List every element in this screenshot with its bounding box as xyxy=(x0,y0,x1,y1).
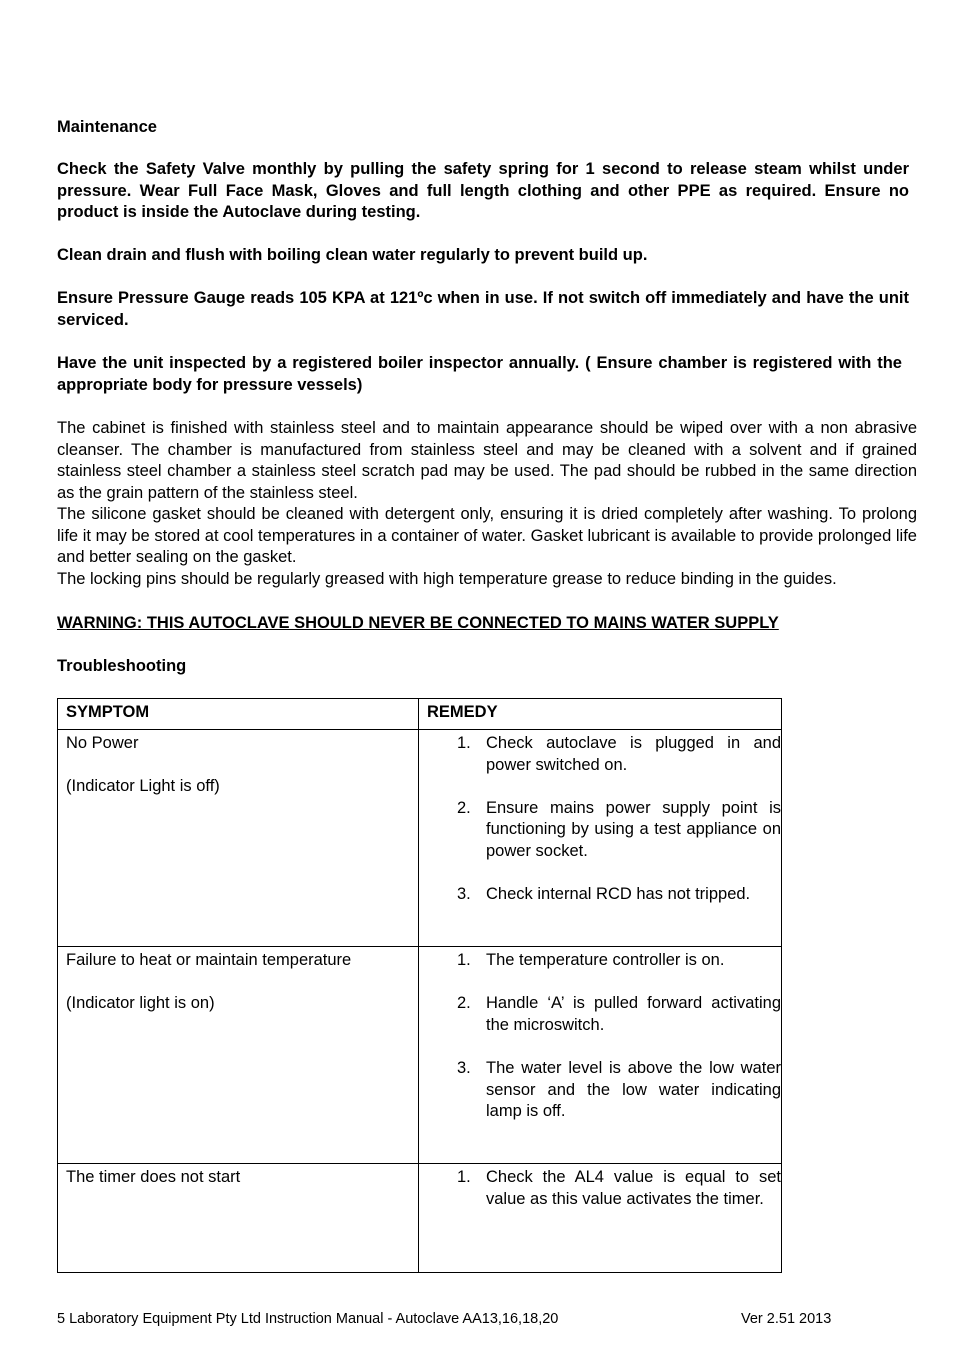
remedy-item: 3. The water level is above the low water sensor and the low water indicating lamp is off. xyxy=(457,1058,781,1121)
remedy-item: 1. Check autoclave is plugged in and power switched on. xyxy=(457,734,781,774)
locking-pins-paragraph: The locking pins should be regularly greased with high temperature grease to reduce binding in the guides. xyxy=(57,570,837,588)
symptom-cell xyxy=(58,947,419,1164)
table-row xyxy=(58,947,782,1164)
cabinet-paragraph: The cabinet is finished with stainless steel and to maintain appearance should be wiped over with a non abrasive cleanser. The chamber is manufactured from stainless steel and may be cleaned with a solvent and if grained stainless steel chamber a stainless steel scratch pad may be used. The pad should be rubbed in the same direction as the grain pattern of the stainless steel. xyxy=(57,419,917,502)
remedy-item: 3. Check internal RCD has not tripped. xyxy=(457,885,751,904)
table-row xyxy=(58,730,782,947)
symptom-text: Failure to heat or maintain temperature xyxy=(66,951,352,969)
remedy-item: 1. Check the AL4 value is equal to set value as this value activates the timer. xyxy=(457,1168,781,1208)
remedy-column-header: REMEDY xyxy=(419,699,782,730)
table-header-row xyxy=(58,699,782,730)
remedy-cell xyxy=(419,1164,782,1273)
mains-water-warning: WARNING: THIS AUTOCLAVE SHOULD NEVER BE CONNECTED TO MAINS WATER SUPPLY xyxy=(57,614,779,632)
drain-paragraph: Clean drain and flush with boiling clean water regularly to prevent build up. xyxy=(57,246,648,264)
safety-valve-paragraph: Check the Safety Valve monthly by pulling the safety spring for 1 second to release steam whilst under pressure. Wear Full Face Mask, Gloves and full length clothing and other PPE as required. Ensure no product is inside the Autoclave during testing. xyxy=(57,160,909,222)
symptom-text: The timer does not start xyxy=(66,1168,241,1186)
troubleshooting-heading: Troubleshooting xyxy=(57,657,187,675)
pressure-gauge-paragraph: Ensure Pressure Gauge reads 105 KPA at 121ºc when in use. If not switch off immediately and have the unit serviced. xyxy=(57,289,909,329)
troubleshooting-table xyxy=(57,698,782,1273)
remedy-cell xyxy=(419,730,782,947)
symptom-note: (Indicator light is on) xyxy=(66,994,215,1013)
symptom-column-header: SYMPTOM xyxy=(58,699,419,730)
inspection-paragraph: Have the unit inspected by a registered boiler inspector annually. ( Ensure chamber is registered with the appropriate body for pressure vessels) xyxy=(57,354,902,394)
footer-title: 5 Laboratory Equipment Pty Ltd Instruction Manual - Autoclave AA13,16,18,20 xyxy=(57,1311,559,1327)
maintenance-heading: Maintenance xyxy=(57,118,157,136)
remedy-item: 1. The temperature controller is on. xyxy=(457,951,725,969)
symptom-note: (Indicator Light is off) xyxy=(66,777,220,796)
remedy-cell xyxy=(419,947,782,1164)
remedy-item: 2. Ensure mains power supply point is functioning by using a test appliance on power socket. xyxy=(457,798,781,860)
symptom-text: No Power xyxy=(66,734,139,752)
gasket-paragraph: The silicone gasket should be cleaned with detergent only, ensuring it is dried completely after washing. To prolong life it may be stored at cool temperatures in a container of water. Gasket lubricant is available to provide prolonged life and better sealing on the gasket. xyxy=(57,505,917,567)
remedy-item: 2. Handle ‘A’ is pulled forward activating the microswitch. xyxy=(457,994,781,1034)
table-row xyxy=(58,1164,782,1273)
footer-version: Ver 2.51 2013 xyxy=(741,1311,832,1327)
symptom-cell xyxy=(58,730,419,947)
symptom-cell xyxy=(58,1164,419,1273)
